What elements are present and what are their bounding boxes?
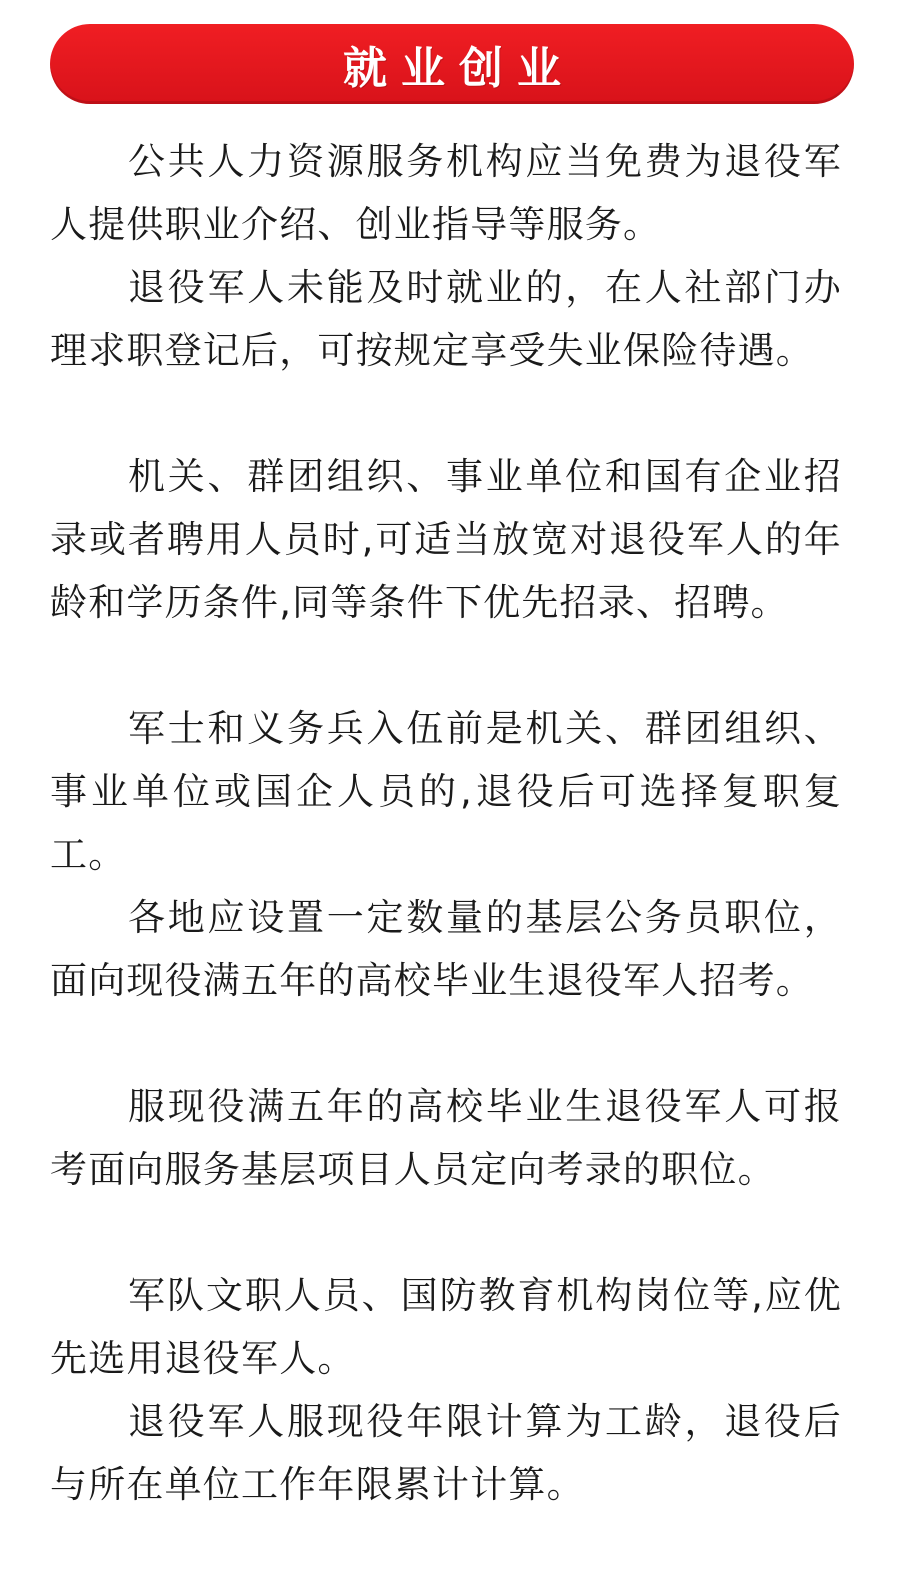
paragraph-employment-services: 公共人力资源服务机构应当免费为退役军人提供职业介绍、创业指导等服务。 bbox=[50, 140, 842, 246]
paragraph-job-reinstatement: 军士和义务兵入伍前是机关、群团组织、事业单位或国企人员的,退役后可选择复职复工。 bbox=[50, 707, 842, 876]
paragraph-civil-servant-positions: 各地应设置一定数量的基层公务员职位，面向现役满五年的高校毕业生退役军人招考。 bbox=[50, 896, 842, 1002]
paragraph-priority-recruitment: 机关、群团组织、事业单位和国有企业招录或者聘用人员时,可适当放宽对退役军人的年龄和学历条件,同等条件下优先招录、招聘。 bbox=[50, 455, 842, 624]
paragraph-targeted-exams: 服现役满五年的高校毕业生退役军人可报考面向服务基层项目人员定向考录的职位。 bbox=[50, 1085, 842, 1191]
paragraph-civilian-staff: 军队文职人员、国防教育机构岗位等,应优先选用退役军人。 bbox=[50, 1274, 842, 1380]
paragraph-unemployment-insurance: 退役军人未能及时就业的，在人社部门办理求职登记后，可按规定享受失业保险待遇。 bbox=[50, 266, 842, 372]
section-title-banner bbox=[50, 24, 854, 104]
paragraph-work-seniority: 退役军人服现役年限计算为工龄，退役后与所在单位工作年限累计计算。 bbox=[50, 1400, 842, 1506]
article-body bbox=[50, 130, 842, 1516]
section-title: 就业创业 bbox=[343, 43, 575, 94]
